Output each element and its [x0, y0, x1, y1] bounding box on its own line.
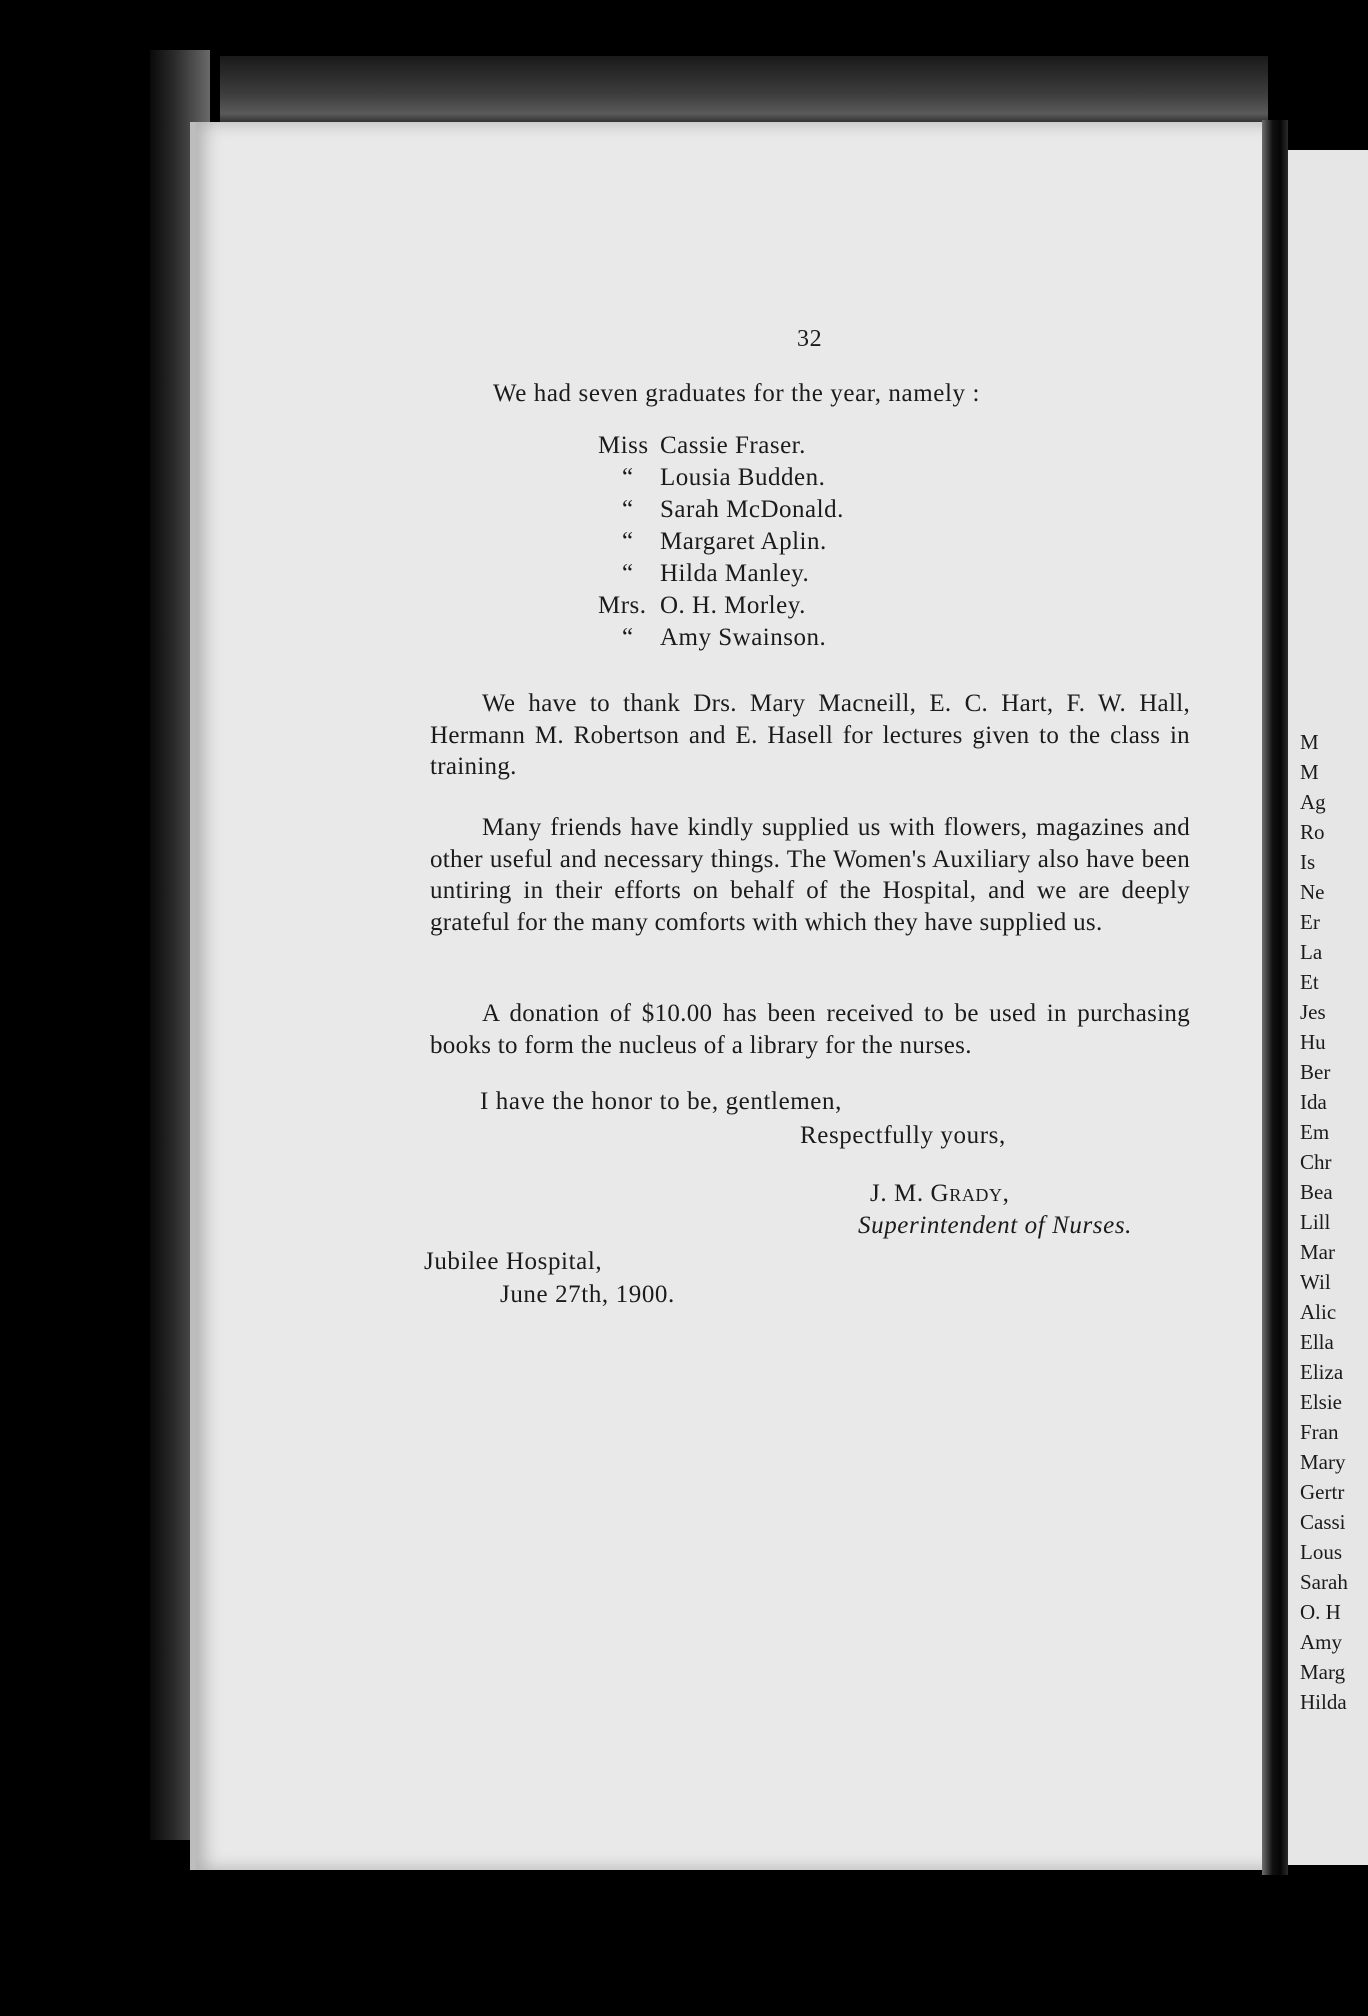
facing-page-name-fragment: Ag — [1300, 790, 1326, 814]
date: June 27th, 1900. — [500, 1281, 675, 1308]
facing-page-name-fragment: Cassi — [1300, 1510, 1346, 1534]
facing-page-name-fragment: Hu — [1300, 1030, 1326, 1054]
facing-page-name-fragment: Amy — [1300, 1630, 1342, 1654]
facing-page-name-fragment: M — [1300, 730, 1319, 754]
facing-page-name-fragment: Sarah — [1300, 1570, 1348, 1594]
facing-page-name-fragment: Eliza — [1300, 1360, 1344, 1384]
graduate-name: O. H. Morley. — [660, 592, 806, 619]
paragraph-friends: Many friends have kindly supplied us with flowers, magazines and other useful and necessary things. The Women's Auxiliary also have been untiring in their efforts on behalf of the Hospital, and we are deeply grateful for the many comforts with which they have supplied us. — [430, 814, 1190, 936]
ditto-mark: “ — [622, 624, 634, 651]
page-number: 32 — [797, 326, 823, 352]
facing-page-name-fragment: M — [1300, 760, 1319, 784]
graduate-name: Lousia Budden. — [660, 464, 826, 491]
facing-page-name-fragment: Ro — [1300, 820, 1325, 844]
facing-page-name-fragment: Ella — [1300, 1330, 1334, 1354]
facing-page-name-fragment: Bea — [1300, 1180, 1333, 1204]
ditto-mark: “ — [622, 560, 634, 587]
signer-title: Superintendent of Nurses. — [858, 1212, 1133, 1239]
place: Jubilee Hospital, — [424, 1248, 603, 1275]
facing-page-name-fragment: Ber — [1300, 1060, 1331, 1084]
paragraph-donation: A donation of $10.00 has been received to be used in purchasing books to form the nucleus of a library for the nurses. — [430, 1000, 1190, 1059]
graduate-name: Cassie Fraser. — [660, 432, 806, 459]
facing-page-name-fragment: Ne — [1300, 880, 1325, 904]
ditto-mark: “ — [622, 528, 634, 555]
facing-page-name-fragment: Jes — [1300, 1000, 1326, 1024]
ditto-mark: “ — [622, 464, 634, 491]
graduate-prefix: Mrs. — [598, 592, 647, 619]
graduate-name: Hilda Manley. — [660, 560, 810, 587]
facing-page-name-fragment: Is — [1300, 850, 1316, 874]
facing-page-name-fragment: Fran — [1300, 1420, 1339, 1444]
facing-page — [1288, 150, 1368, 1865]
graduates-intro: We had seven graduates for the year, namely : — [493, 380, 980, 407]
facing-page-name-fragment: Alic — [1300, 1300, 1337, 1324]
closing-line: I have the honor to be, gentlemen, — [480, 1088, 842, 1115]
facing-page-name-fragment: Hilda — [1300, 1690, 1347, 1714]
facing-page-name-fragment: Marg — [1300, 1660, 1346, 1684]
facing-page-name-fragment: Ida — [1300, 1090, 1327, 1114]
ditto-mark: “ — [622, 496, 634, 523]
graduate-name: Amy Swainson. — [660, 624, 827, 651]
signer-name: J. M. Grady, — [870, 1180, 1010, 1207]
paragraph-lectures: We have to thank Drs. Mary Macneill, E. C. Hart, F. W. Hall, Hermann M. Robertson and E. Hasell for lectures given to the class in training. — [430, 690, 1190, 780]
graduate-name: Sarah McDonald. — [660, 496, 844, 523]
facing-page-name-fragment: Lill — [1300, 1210, 1331, 1234]
graduate-prefix: Miss — [598, 432, 649, 459]
book-gutter — [1262, 120, 1288, 1875]
facing-page-name-fragment: Mary — [1300, 1450, 1346, 1474]
valediction: Respectfully yours, — [800, 1122, 1006, 1149]
facing-page-name-fragment: La — [1300, 940, 1323, 964]
facing-page-name-fragment: Chr — [1300, 1150, 1332, 1174]
facing-page-name-fragment: Et — [1300, 970, 1319, 994]
facing-page-name-fragment: Wil — [1300, 1270, 1331, 1294]
facing-page-name-fragment: Mar — [1300, 1240, 1335, 1264]
graduate-name: Margaret Aplin. — [660, 528, 827, 555]
book-top-edge — [220, 56, 1268, 124]
facing-page-name-fragment: Er — [1300, 910, 1320, 934]
facing-page-name-fragment: Elsie — [1300, 1390, 1342, 1414]
facing-page-name-fragment: Gertr — [1300, 1480, 1345, 1504]
facing-page-name-fragment: O. H — [1300, 1600, 1341, 1624]
facing-page-name-fragment: Em — [1300, 1120, 1330, 1144]
facing-page-name-fragment: Lous — [1300, 1540, 1342, 1564]
facing-page-name-list — [1300, 727, 1348, 1717]
